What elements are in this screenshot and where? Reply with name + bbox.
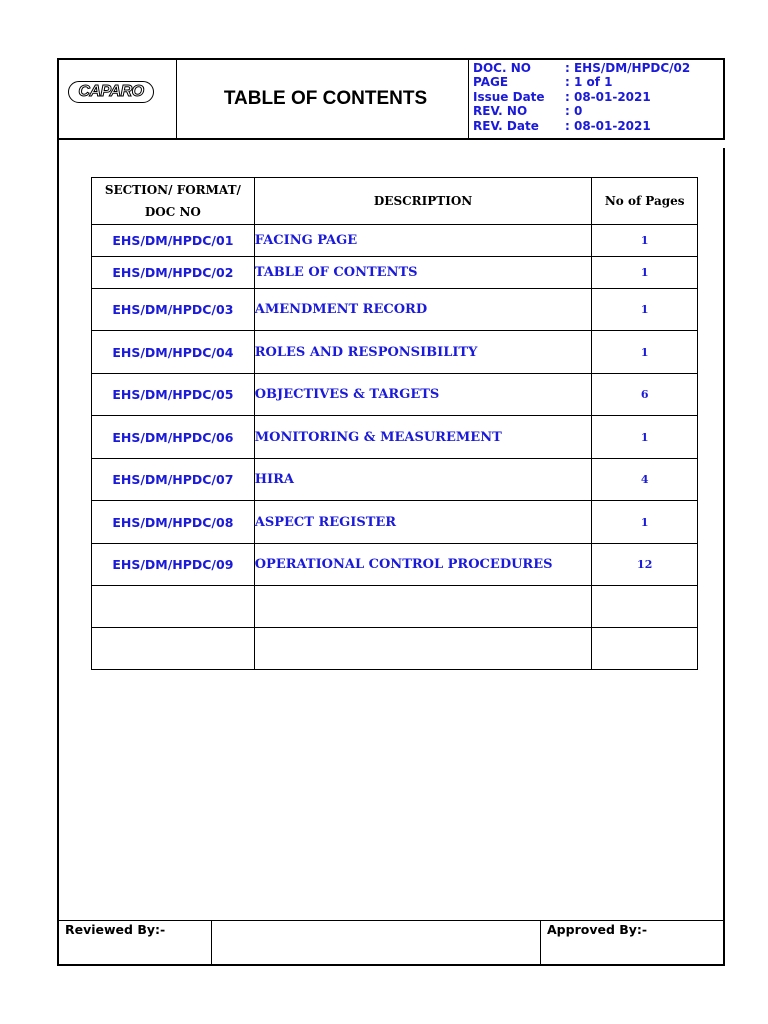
caparo-logo: CAPARO [68,81,154,103]
meta-value: : 0 [565,104,583,119]
frame-right-border [723,148,725,966]
meta-key: Issue Date [473,89,545,104]
doc-description: HIRA [254,459,592,501]
doc-code: EHS/DM/HPDC/01 [92,225,255,257]
doc-pages: 1 [592,416,698,459]
doc-code: EHS/DM/HPDC/04 [92,331,255,374]
doc-description: FACING PAGE [254,225,592,257]
table-row [92,586,698,628]
doc-description: ROLES AND RESPONSIBILITY [254,331,592,374]
table-row [92,501,698,544]
doc-pages: 1 [592,225,698,257]
doc-code [92,586,255,628]
approved-by-cell [541,921,723,964]
contents-table [91,177,698,670]
header-section-format: SECTION/ FORMAT/ DOC NO [92,178,255,225]
doc-pages [592,586,698,628]
table-header-row [92,178,698,225]
table-row [92,257,698,289]
doc-description: AMENDMENT RECORD [254,289,592,331]
doc-code: EHS/DM/HPDC/09 [92,544,255,586]
page-title: TABLE OF CONTENTS [223,88,428,109]
meta-value: : EHS/DM/HPDC/02 [565,61,691,75]
doc-description: TABLE OF CONTENTS [254,257,592,289]
doc-description [254,586,592,628]
meta-row-doc-no [473,61,723,75]
doc-pages: 6 [592,374,698,416]
reviewed-by-label: Reviewed By:- [65,922,166,937]
header-description: DESCRIPTION [254,178,592,225]
doc-description: MONITORING & MEASUREMENT [254,416,592,459]
doc-pages: 12 [592,544,698,586]
doc-code: EHS/DM/HPDC/03 [92,289,255,331]
doc-meta [473,61,723,133]
document-footer [57,920,725,966]
doc-description [254,628,592,670]
table-row [92,289,698,331]
meta-value: : 08-01-2021 [565,89,651,104]
frame-left-border [57,140,59,966]
doc-description: OBJECTIVES & TARGETS [254,374,592,416]
reviewed-by-value-cell [212,921,541,964]
doc-pages: 1 [592,501,698,544]
meta-key: DOC. NO [473,61,531,75]
doc-pages: 1 [592,331,698,374]
doc-pages: 4 [592,459,698,501]
doc-code: EHS/DM/HPDC/05 [92,374,255,416]
doc-description: ASPECT REGISTER [254,501,592,544]
meta-value: : 1 of 1 [565,75,613,90]
doc-code [92,628,255,670]
table-row [92,544,698,586]
doc-code: EHS/DM/HPDC/02 [92,257,255,289]
title-cell [177,60,469,138]
doc-code: EHS/DM/HPDC/07 [92,459,255,501]
meta-row-rev-no [473,104,723,118]
doc-pages: 1 [592,257,698,289]
meta-key: REV. NO [473,104,528,119]
doc-pages: 1 [592,289,698,331]
approved-by-label: Approved By:- [547,922,648,937]
doc-description: OPERATIONAL CONTROL PROCEDURES [254,544,592,586]
meta-row-rev-date [473,119,723,133]
document-header [57,58,725,140]
header-no-of-pages: No of Pages [592,178,698,225]
table-row [92,331,698,374]
doc-pages [592,628,698,670]
table-row [92,459,698,501]
meta-row-page [473,75,723,89]
table-row [92,416,698,459]
reviewed-by-cell [59,921,212,964]
meta-key: PAGE [473,75,509,90]
table-row [92,628,698,670]
logo-cell [59,60,177,138]
doc-code: EHS/DM/HPDC/08 [92,501,255,544]
doc-code: EHS/DM/HPDC/06 [92,416,255,459]
meta-key: REV. Date [473,118,539,133]
meta-row-issue-date [473,90,723,104]
table-row [92,225,698,257]
table-row [92,374,698,416]
meta-value: : 08-01-2021 [565,118,651,133]
